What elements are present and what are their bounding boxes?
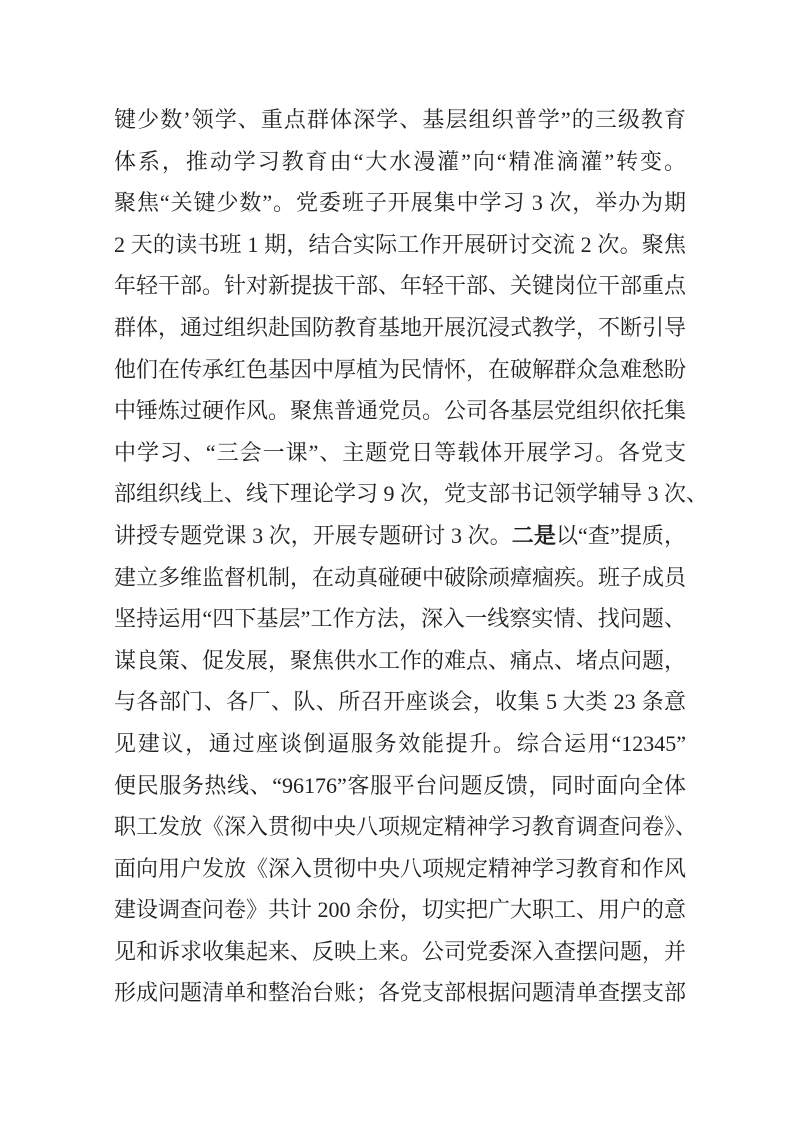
text-segment: 体系，推动学习教育由“大水漫灌”向“精准滴灌”转变。 [114, 148, 686, 174]
text-segment: 讲授专题党课 3 次，开展专题研讨 3 次。 [114, 522, 512, 548]
text-line [114, 349, 686, 391]
text-segment: 形成问题清单和整治台账；各党支部根据问题清单查摆支部 [114, 980, 687, 1006]
text-segment: 年轻干部。针对新提拔干部、年轻干部、关键岗位干部重点 [114, 273, 687, 299]
text-line [114, 265, 686, 307]
text-line [114, 141, 686, 183]
text-segment: 坚持运用“四下基层”工作方法，深入一线察实情、找问题、 [114, 606, 686, 632]
text-line [114, 473, 709, 515]
text-segment: 建立多维监督机制，在动真碰硬中破除顽瘴痼疾。班子成员 [114, 564, 687, 590]
text-line [114, 681, 686, 723]
text-line [114, 640, 686, 682]
text-segment: 群体，通过组织赴国防教育基地开展沉浸式教学，不断引导 [114, 314, 687, 340]
document-body [114, 99, 709, 1014]
text-line [114, 182, 686, 224]
text-line [114, 515, 686, 557]
text-line [114, 848, 686, 890]
text-segment: 见建议，通过座谈倒逼服务效能提升。综合运用“12345” [114, 730, 686, 756]
text-line [114, 806, 698, 848]
text-segment: 面向用户发放《深入贯彻中央八项规定精神学习教育和作风 [114, 855, 687, 881]
text-line [114, 723, 686, 765]
text-line [114, 432, 686, 474]
text-line [114, 598, 686, 640]
text-segment: 以“查”提质， [555, 522, 686, 548]
text-line [114, 557, 686, 599]
text-line [114, 99, 686, 141]
text-segment: 2 天的读书班 1 期，结合实际工作开展研讨交流 2 次。聚焦 [114, 231, 686, 257]
text-segment: 与各部门、各厂、队、所召开座谈会，收集 5 大类 23 条意 [114, 689, 686, 715]
text-segment: 谋良策、促发展，聚焦供水工作的难点、痛点、堵点问题， [114, 647, 687, 673]
text-segment: 键少数’领学、重点群体深学、基层组织普学”的三级教育 [114, 107, 686, 132]
text-line [114, 972, 686, 1014]
text-segment: 聚焦“关键少数”。党委班子开展集中学习 3 次，举办为期 [114, 190, 686, 216]
text-line [114, 390, 686, 432]
text-segment: 部组织线上、线下理论学习 9 次，党支部书记领学辅导 3 次、 [114, 481, 709, 507]
text-segment: 他们在传承红色基因中厚植为民情怀，在破解群众急难愁盼 [114, 356, 687, 382]
text-segment: 便民服务热线、“96176”客服平台问题反馈，同时面向全体 [114, 772, 686, 798]
text-line [114, 765, 686, 807]
emphasis-text: 二是 [511, 522, 556, 548]
text-segment: 建设调查问卷》共计 200 余份，切实把广大职工、用户的意 [114, 897, 687, 923]
text-line [114, 307, 686, 349]
text-segment: 职工发放《深入贯彻中央八项规定精神学习教育调查问卷》、 [114, 814, 698, 840]
text-line [114, 224, 686, 266]
text-segment: 中学习、“三会一课”、主题党日等载体开展学习。各党支 [114, 439, 686, 465]
text-line [114, 889, 686, 931]
text-line [114, 931, 686, 973]
text-segment: 中锤炼过硬作风。聚焦普通党员。公司各基层党组织依托集 [114, 398, 687, 424]
text-segment: 见和诉求收集起来、反映上来。公司党委深入查摆问题，并 [114, 938, 687, 964]
